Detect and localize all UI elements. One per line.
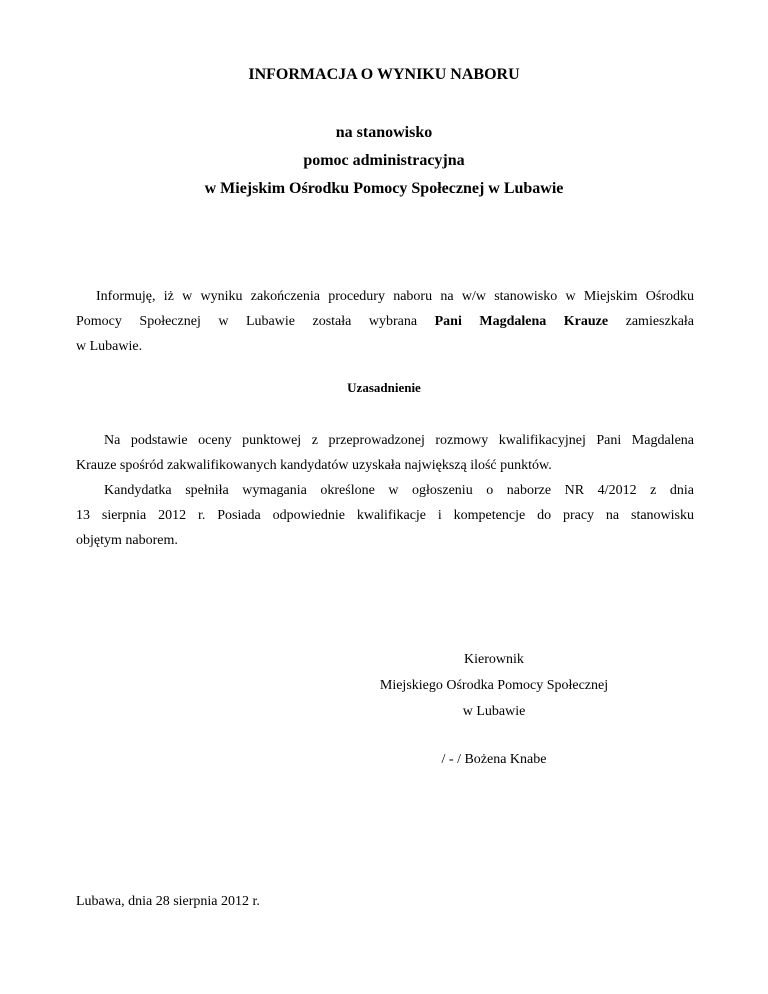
selected-candidate-name: Pani Magdalena Krauze (434, 314, 609, 329)
signature-place: w Lubawie (462, 704, 526, 719)
subtitle-position-name: pomoc administracyjna (303, 152, 465, 169)
justification-heading: Uzasadnienie (347, 380, 421, 395)
intro-line-2-suffix: zamieszkała (625, 314, 695, 329)
subtitle-institution: w Miejskim Ośrodku Pomocy Społecznej w Lubawie (204, 180, 564, 197)
justification-paragraph-2 (76, 478, 694, 553)
intro-line-1: Informuję, iż w wyniku zakończenia procedury naboru na w/w stanowisko w Miejskim Ośrodku (96, 289, 694, 304)
signature-name: / - / Bożena Knabe (441, 752, 547, 767)
justification-p2-line-2: 13 sierpnia 2012 r. Posiada odpowiednie kwalifikacje i kompetencje do pracy na stanowisku (76, 508, 694, 523)
justification-p2-line-1: Kandydatka spełniła wymagania określone w ogłoszeniu o naborze NR 4/2012 z dnia (104, 483, 694, 498)
document-title: INFORMACJA O WYNIKU NABORU (248, 66, 520, 83)
intro-line-2 (76, 309, 694, 334)
intro-line-2-text: Pomocy Społecznej w Lubawie została wybrana (76, 314, 418, 329)
justification-p1-line-2: Krauze spośród zakwalifikowanych kandydatów uzyskała największą ilość punktów. (76, 458, 552, 473)
justification-p1-line-1: Na podstawie oceny punktowej z przeprowadzonej rozmowy kwalifikacyjnej Pani Magdalena (104, 433, 694, 448)
subtitle-position-intro: na stanowisko (335, 124, 433, 141)
intro-line-3: w Lubawie. (76, 339, 143, 354)
justification-paragraph-1 (76, 428, 694, 478)
signature-organization: Miejskiego Ośrodka Pomocy Społecznej (379, 678, 609, 693)
intro-paragraph (76, 284, 694, 359)
justification-p2-line-3: objętym naborem. (76, 533, 178, 548)
document-date: Lubawa, dnia 28 sierpnia 2012 r. (76, 894, 260, 909)
signature-role: Kierownik (464, 652, 524, 667)
